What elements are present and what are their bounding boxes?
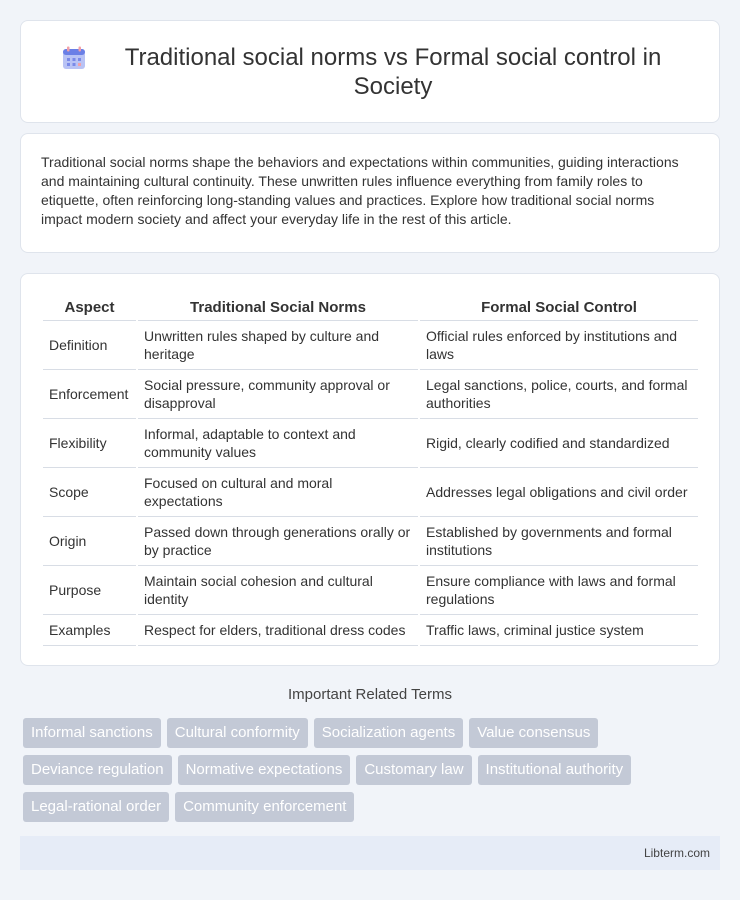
table-cell-traditional: Maintain social cohesion and cultural identity [137,565,419,614]
table-row [43,467,698,516]
calendar-icon [61,45,87,71]
related-term-tag[interactable]: Customary law [356,755,471,785]
table-cell-formal: Rigid, clearly codified and standardized [419,418,698,467]
table-cell-aspect: Definition [43,320,137,369]
title-card [20,20,720,123]
table-row [43,614,698,645]
table-row [43,418,698,467]
table-cell-traditional: Respect for elders, traditional dress codes [137,614,419,645]
table-row [43,320,698,369]
related-terms-title: Important Related Terms [288,686,452,703]
related-term-tag[interactable]: Community enforcement [175,792,354,822]
footer-site-link[interactable]: Libterm.com [643,846,710,860]
tag-row [23,755,723,792]
table-row [43,565,698,614]
related-term-tag[interactable]: Informal sanctions [23,718,161,748]
table-cell-traditional: Unwritten rules shaped by culture and heritage [137,320,419,369]
related-term-tag[interactable]: Legal-rational order [23,792,169,822]
related-term-tag[interactable]: Value consensus [469,718,598,748]
table-cell-formal: Traffic laws, criminal justice system [419,614,698,645]
table-cell-aspect: Flexibility [43,418,137,467]
tag-row [23,718,723,755]
related-terms-list [23,718,723,829]
related-term-tag[interactable]: Deviance regulation [23,755,172,785]
table-cell-traditional: Social pressure, community approval or disapproval [137,369,419,418]
intro-card [20,133,720,253]
table-cell-aspect: Scope [43,467,137,516]
table-cell-formal: Ensure compliance with laws and formal regulations [419,565,698,614]
table-cell-formal: Legal sanctions, police, courts, and formal authorities [419,369,698,418]
related-term-tag[interactable]: Institutional authority [478,755,632,785]
tag-row [23,792,723,829]
table-header-row [43,296,698,320]
table-cell-aspect: Enforcement [43,369,137,418]
column-header-formal: Formal Social Control [419,296,698,320]
table-cell-formal: Addresses legal obligations and civil order [419,467,698,516]
related-term-tag[interactable]: Cultural conformity [167,718,308,748]
table-cell-traditional: Focused on cultural and moral expectations [137,467,419,516]
related-term-tag[interactable]: Socialization agents [314,718,463,748]
table-cell-aspect: Origin [43,516,137,565]
table-cell-aspect: Examples [43,614,137,645]
table-row [43,516,698,565]
intro-paragraph: Traditional social norms shape the behaviors and expectations within communities, guiding interactions and maintaining cultural continuity. These unwritten rules influence everything from family roles to etiquette, often reinforcing long-standing values and practices. Explore how traditional social norms impact modern society and affect your everyday life in the rest of this article. [41,154,679,227]
table-cell-formal: Official rules enforced by institutions and laws [419,320,698,369]
related-term-tag[interactable]: Normative expectations [178,755,351,785]
table-cell-aspect: Purpose [43,565,137,614]
comparison-table [43,296,698,646]
footer [20,836,720,870]
table-row [43,369,698,418]
column-header-traditional: Traditional Social Norms [137,296,419,320]
comparison-table-card [20,273,720,666]
table-cell-traditional: Informal, adaptable to context and community values [137,418,419,467]
table-cell-formal: Established by governments and formal institutions [419,516,698,565]
table-cell-traditional: Passed down through generations orally or by practice [137,516,419,565]
column-header-aspect: Aspect [43,296,137,320]
page-title: Traditional social norms vs Formal social control in Society [124,43,662,100]
